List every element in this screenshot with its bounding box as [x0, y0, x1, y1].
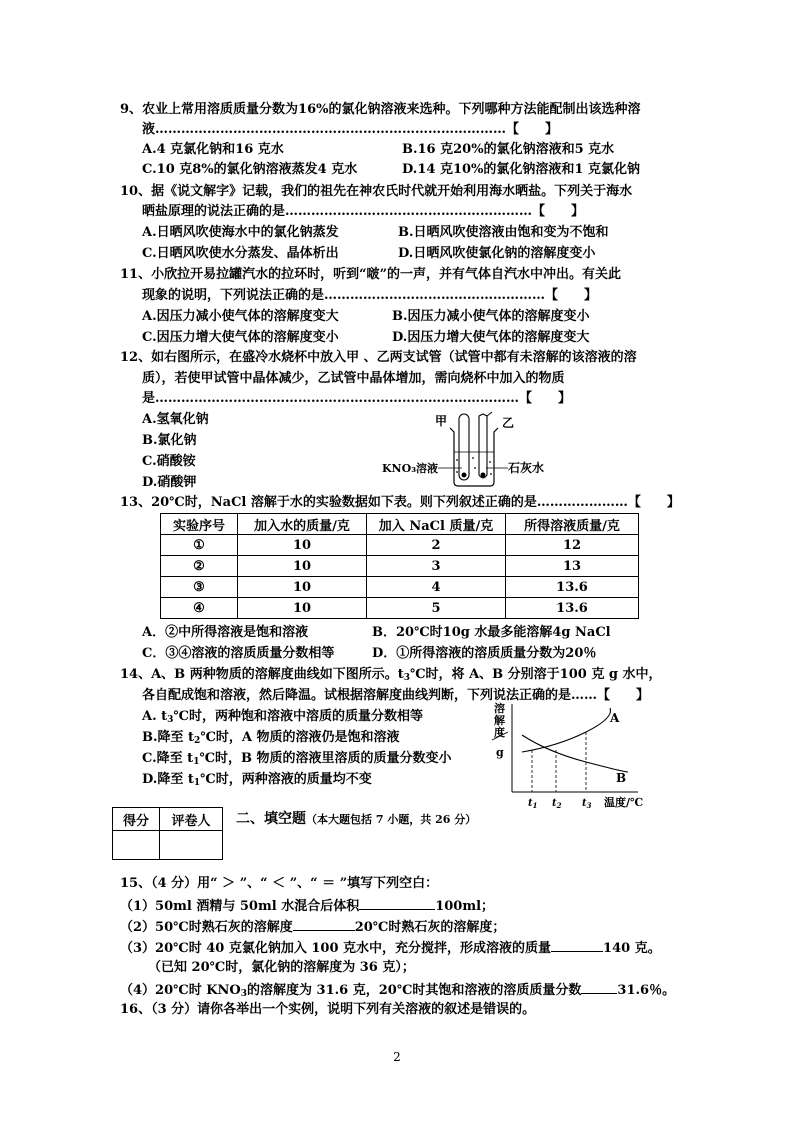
q15-item3: （3）20℃时 40 克氯化钠加入 100 克水中，充分搅拌，形成溶液的质量 140 克。: [120, 938, 661, 958]
table-cell: 5: [367, 598, 506, 619]
page-number: 2: [393, 1050, 401, 1064]
q12-stem-line1: 12、如右图所示，在盛冷水烧杯中放入甲 、乙两支试管（试管中都有未溶解的该溶液的溶: [120, 350, 637, 365]
beaker-figure: [380, 410, 560, 490]
table-row: [161, 577, 639, 598]
q11-option-b: B.因压力减小使气体的溶解度变小: [392, 309, 590, 324]
table-cell: ①: [161, 535, 238, 556]
table-cell: 13: [506, 556, 639, 577]
table-cell: 13.6: [506, 598, 639, 619]
curve-a: [522, 708, 611, 752]
table-header-cell: 所得溶液质量/克: [506, 514, 639, 535]
q15-item2: （2）50℃时熟石灰的溶解度 20℃时熟石灰的溶解度；: [120, 917, 505, 937]
score-cell[interactable]: [113, 831, 160, 860]
tube-jia-label: 甲: [435, 414, 448, 428]
q13-option-b: B．20℃时10g 水最多能溶解4g NaCl: [372, 625, 611, 640]
q12-option-b: B.氯化钠: [142, 433, 197, 448]
table-cell: 10: [238, 598, 367, 619]
q15-blank4[interactable]: [581, 980, 617, 994]
q13-option-a: A．②中所得溶液是饱和溶液: [142, 625, 309, 640]
graph-ylabel-unit: g: [496, 746, 504, 759]
q14-option-b: B.降至 $t_2℃$时，A 物质的溶液仍是饱和溶液: [142, 730, 400, 746]
tick-t1: $t_1$: [528, 798, 538, 810]
q9-option-c: C.10 克8%的氯化钠溶液蒸发4 克水: [142, 162, 358, 177]
q13-option-d: D．①所得溶液的溶质质量分数为20％: [372, 646, 597, 661]
table-cell: 3: [367, 556, 506, 577]
table-row: [161, 535, 639, 556]
q15-item3-note: （已知 20℃时，氯化钠的溶解度为 36 克）；: [148, 960, 415, 975]
table-cell: 10: [238, 535, 367, 556]
q9-stem-line1: 9、农业上常用溶质质量分数为16%的氯化钠溶液来选种。下列哪种方法能配制出该选种溶: [120, 102, 641, 117]
grader-header: 评卷人: [160, 808, 223, 831]
q16-stem: 16、（3 分）请你各举出一个实例，说明下列有关溶液的叙述是错误的。: [120, 1002, 536, 1017]
score-header: 得分: [113, 808, 160, 831]
q10-option-a: A.日晒风吹使海水中的氯化钠蒸发: [142, 225, 339, 240]
q9-option-d: D.14 克10%的氯化钠溶液和1 克氯化钠: [402, 162, 640, 177]
q10-option-d: D.日晒风吹使氯化钠的溶解度变小: [398, 246, 596, 261]
table-cell: ②: [161, 556, 238, 577]
q9-option-a: A.4 克氯化钠和16 克水: [142, 142, 284, 157]
q10-stem-line2: 晒盐原理的说法正确的是…………………………………………………【 】: [142, 204, 585, 219]
q11-stem-line2: 现象的说明，下列说法正确的是……………………………………………【 】: [142, 288, 598, 303]
q14-option-a: A. $t_3℃$时，两种饱和溶液中溶质的质量分数相等: [142, 709, 423, 725]
q15-blank3[interactable]: [551, 938, 603, 952]
q15-item1: （1）50ml 酒精与 50ml 水混合后体积 100ml；: [120, 896, 494, 916]
curve-b-label: B: [616, 771, 627, 785]
q11-option-c: C.因压力增大使气体的溶解度变小: [142, 330, 339, 345]
q15-blank1[interactable]: [359, 896, 435, 910]
q12-option-a: A.氢氧化钠: [142, 412, 209, 427]
curve-a-label: A: [610, 711, 620, 725]
data-table: [160, 513, 639, 619]
q15-stem: 15、（4 分）用“ ＞ ”、“ ＜ ”、“ ＝ ”填写下列空白：: [120, 876, 439, 891]
table-header-row: [161, 514, 639, 535]
fig-left-label: KNO₃溶液: [382, 462, 439, 475]
tick-t2: $t_2$: [552, 798, 562, 810]
q13-stem: 13、20℃时，NaCl 溶解于水的实验数据如下表。则下列叙述正确的是…………………【 】: [120, 495, 680, 510]
q13-option-c: C．③④溶液的溶质质量分数相等: [142, 646, 335, 661]
table-row: [161, 556, 639, 577]
q11-stem-line1: 11、小欣拉开易拉罐汽水的拉环时，听到“啵”的一声，并有气体自汽水中冲出。有关此: [120, 267, 622, 282]
section2-heading: 二、填空题（本大题包括 7 小题，共 26 分）: [236, 811, 477, 827]
tube-yi-label: 乙: [502, 416, 515, 430]
curve-b: [522, 735, 628, 772]
table-cell: 2: [367, 535, 506, 556]
graph-ylabel-3: 度: [494, 726, 505, 739]
q11-option-d: D.因压力增大使气体的溶解度变大: [392, 330, 590, 345]
q10-option-b: B.日晒风吹使溶液由饱和变为不饱和: [398, 225, 609, 240]
fig-right-label: 石灰水: [508, 461, 545, 475]
table-cell: 10: [238, 577, 367, 598]
q12-stem-line3: 是…………………………………………………………………………【 】: [142, 391, 572, 406]
tube-jia-icon: [459, 414, 469, 480]
table-cell: 13.6: [506, 577, 639, 598]
q14-option-d: D.降至 $t_1℃$时，两种溶液的质量均不变: [142, 772, 372, 788]
graph-ylabel-2: 解: [494, 714, 505, 727]
q15-item4: （4）20℃时 $KNO_3$的溶解度为 31.6 克，20℃时其饱和溶液的溶质质量分数 31.6％。: [120, 980, 675, 1003]
table-header-cell: 加入 NaCl 质量/克: [367, 514, 506, 535]
q14-option-c: C.降至 $t_1℃$时，B 物质的溶液里溶质的质量分数变小: [142, 751, 452, 767]
table-header-cell: 实验序号: [161, 514, 238, 535]
beaker-icon: [450, 428, 498, 486]
solubility-graph: [488, 700, 658, 810]
graph-xlabel: 温度/℃: [604, 796, 644, 809]
q15-blank2[interactable]: [293, 917, 355, 931]
table-cell: 10: [238, 556, 367, 577]
grader-cell[interactable]: [160, 831, 223, 860]
table-row: [161, 598, 639, 619]
q11-option-a: A.因压力减小使气体的溶解度变大: [142, 309, 339, 324]
tube-yi-icon: [479, 414, 487, 478]
q10-option-c: C.日晒风吹使水分蒸发、晶体析出: [142, 246, 339, 261]
q9-stem-line2: 液………………………………………………………………………【 】: [142, 122, 559, 137]
table-cell: 12: [506, 535, 639, 556]
q10-stem-line1: 10、据《说文解字》记载，我们的祖先在神农氏时代就开始利用海水晒盐。下列关于海水: [120, 184, 633, 199]
table-header-cell: 加入水的质量/克: [238, 514, 367, 535]
q14-stem-line2: 各自配成饱和溶液，然后降温。试根据溶解度曲线判断，下列说法正确的是……【 】: [142, 688, 650, 703]
q12-option-c: C.硝酸铵: [142, 454, 196, 469]
q12-option-d: D.硝酸钾: [142, 475, 197, 490]
q14-stem-line1: 14、A、B 两种物质的溶解度曲线如下图所示。$t_3℃$时，将 A、B 分别溶于100 克 g 水中，: [120, 667, 662, 683]
table-cell: ③: [161, 577, 238, 598]
tick-t3: $t_3$: [582, 798, 592, 810]
table-cell: ④: [161, 598, 238, 619]
score-table: [112, 807, 223, 860]
graph-ylabel-1: 溶: [494, 702, 505, 715]
q12-stem-line2: 质），若使甲试管中晶体减少，乙试管中晶体增加，需向烧杯中加入的物质: [142, 371, 565, 386]
table-cell: 4: [367, 577, 506, 598]
q9-option-b: B.16 克20%的氯化钠溶液和5 克水: [402, 142, 615, 157]
